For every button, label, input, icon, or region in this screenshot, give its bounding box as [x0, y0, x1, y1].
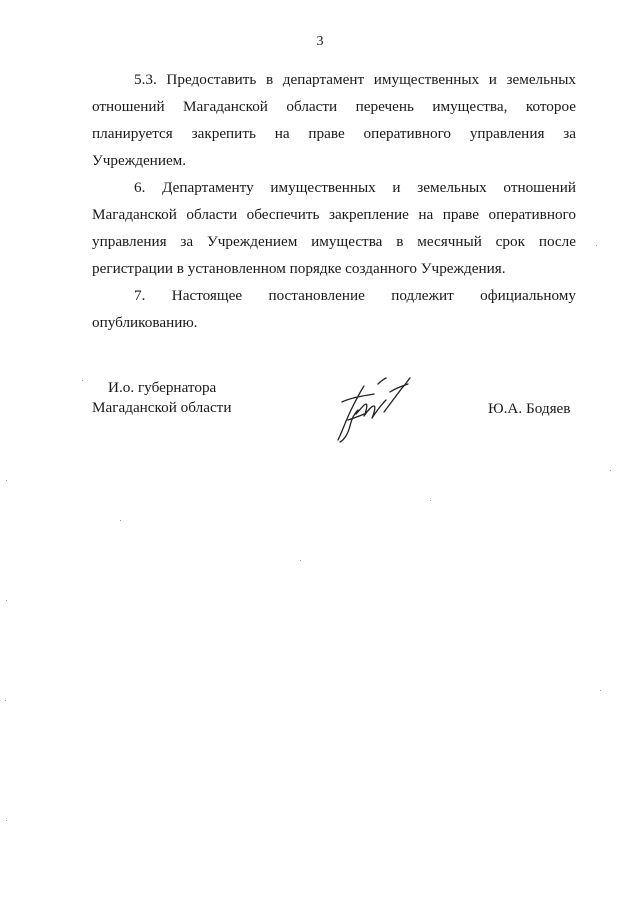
handwritten-signature: [334, 374, 414, 446]
scan-speck: [5, 700, 6, 701]
paragraph-7: [92, 282, 576, 336]
scan-speck: [6, 820, 7, 821]
signatory-position: [92, 378, 231, 418]
scan-speck: [430, 500, 431, 501]
paragraph-7-line-1: [92, 282, 576, 309]
scan-speck: [6, 600, 7, 601]
scan-speck: [82, 380, 83, 381]
scan-speck: [300, 560, 301, 561]
page-number: 3: [316, 34, 324, 49]
signatory-position-line-2: Магаданской области: [92, 399, 232, 416]
paragraph-5-3-text: 5.3. Предоставить в департамент имущественных и земельных отношений Магаданской области перечень имущества, которое планируется закрепить на праве оперативного управления за Учреждением.: [92, 71, 576, 169]
signatory-name: Ю.А. Бодяев: [488, 400, 571, 417]
scan-speck: [610, 470, 611, 471]
paragraph-6: [92, 174, 576, 282]
paragraph-7-text-2: опубликованию.: [92, 314, 198, 331]
paragraph-7-text-1: 7. Настоящее постановление подлежит официальному: [134, 287, 576, 304]
signatory-position-line-1: И.о. губернатора: [108, 379, 217, 396]
scan-speck: [6, 480, 7, 481]
scan-speck: [120, 520, 121, 521]
paragraph-6-text: 6. Департаменту имущественных и земельных отношений Магаданской области обеспечить закрепление на праве оперативного управления за Учреждением имущества в месячный срок после регистрации в установленном порядке созданного Учреждения.: [92, 179, 576, 277]
scan-speck: [600, 690, 601, 691]
scan-speck: [596, 245, 597, 246]
paragraph-5-3: [92, 66, 576, 174]
